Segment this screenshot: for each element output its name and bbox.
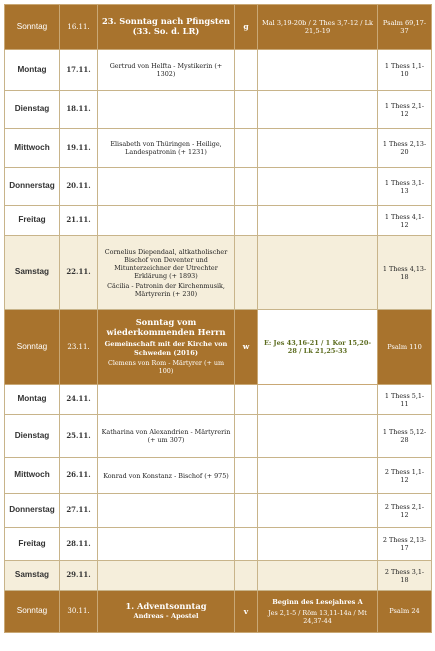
liturgical-color-cell: [235, 91, 258, 129]
liturgical-color-cell: [235, 168, 258, 206]
readings-cell: [258, 458, 378, 494]
feast-cell: [98, 5, 235, 50]
readings-cell: Mal 3,19-20b / 2 Thes 3,7-12 / Lk 21,5-19: [258, 5, 378, 50]
feast-cell: [98, 310, 235, 385]
psalm-cell: Psalm 69,17-37: [378, 5, 432, 50]
feast-cell: Elisabeth von Thüringen - Heilige, Landespatronin (+ 1231): [98, 129, 235, 168]
feast-cell: [98, 168, 235, 206]
table-row: [5, 415, 432, 458]
weekday-cell: Sonntag: [5, 591, 60, 633]
feast-subtitle: Gemeinschaft mit der Kirche von Schweden (2016): [104, 340, 228, 357]
feast-text: Cornelius Diependaal, altkatholischer Bischof von Deventer und Mitunterzeichner der Utrechter Erklärung (+ 1893): [104, 247, 228, 280]
date-cell: 19.11.: [60, 129, 98, 168]
psalm-cell: 2 Thess 3,1-18: [378, 561, 432, 591]
feast-cell: [98, 236, 235, 310]
psalm-cell: 1 Thess 4,13-18: [378, 236, 432, 310]
weekday-cell: Dienstag: [5, 415, 60, 458]
readings-cell: [258, 415, 378, 458]
date-cell: 25.11.: [60, 415, 98, 458]
table-row: [5, 494, 432, 528]
feast-text-secondary: Cäcilia - Patronin der Kirchenmusik, Märtyrerin (+ 230): [107, 281, 225, 298]
date-cell: 28.11.: [60, 528, 98, 561]
liturgical-color-cell: [235, 385, 258, 415]
liturgical-color-cell: [235, 206, 258, 236]
table-row: [5, 591, 432, 633]
readings-cell: [258, 206, 378, 236]
feast-cell: [98, 206, 235, 236]
date-cell: 27.11.: [60, 494, 98, 528]
readings-cell: [258, 591, 378, 633]
feast-subtitle: Andreas - Apostel: [133, 612, 199, 621]
date-cell: 22.11.: [60, 236, 98, 310]
weekday-cell: Dienstag: [5, 91, 60, 129]
psalm-cell: 1 Thess 5,12-28: [378, 415, 432, 458]
readings-cell: [258, 129, 378, 168]
liturgical-color-cell: [235, 494, 258, 528]
feast-cell: [98, 385, 235, 415]
liturgical-color-cell: [235, 415, 258, 458]
date-cell: 29.11.: [60, 561, 98, 591]
table-row: [5, 5, 432, 50]
weekday-cell: Montag: [5, 50, 60, 91]
weekday-cell: Donnerstag: [5, 494, 60, 528]
psalm-cell: 1 Thess 5,1-11: [378, 385, 432, 415]
psalm-cell: 2 Thess 2,13-17: [378, 528, 432, 561]
liturgical-calendar: [4, 4, 431, 633]
table-row: [5, 168, 432, 206]
psalm-cell: 1 Thess 2,1-12: [378, 91, 432, 129]
weekday-cell: Freitag: [5, 528, 60, 561]
liturgical-color-cell: [235, 129, 258, 168]
weekday-cell: Samstag: [5, 236, 60, 310]
readings-cell: [258, 236, 378, 310]
table-row: [5, 236, 432, 310]
feast-cell: [98, 91, 235, 129]
liturgical-color-cell: g: [235, 5, 258, 50]
feast-cell: [98, 494, 235, 528]
readings-cell: [258, 494, 378, 528]
feast-cell: Konrad von Konstanz - Bischof (+ 975): [98, 458, 235, 494]
psalm-cell: 1 Thess 2,13-20: [378, 129, 432, 168]
readings-cell: [258, 385, 378, 415]
readings-cell: [258, 50, 378, 91]
date-cell: 24.11.: [60, 385, 98, 415]
feast-cell: [98, 591, 235, 633]
readings-cell: [258, 168, 378, 206]
table-row: [5, 129, 432, 168]
date-cell: 17.11.: [60, 50, 98, 91]
date-cell: 26.11.: [60, 458, 98, 494]
date-cell: 18.11.: [60, 91, 98, 129]
table-row: [5, 458, 432, 494]
psalm-cell: Psalm 24: [378, 591, 432, 633]
weekday-cell: Mittwoch: [5, 129, 60, 168]
liturgical-color-cell: [235, 528, 258, 561]
weekday-cell: Freitag: [5, 206, 60, 236]
date-cell: 23.11.: [60, 310, 98, 385]
liturgical-color-cell: [235, 458, 258, 494]
date-cell: 30.11.: [60, 591, 98, 633]
table-row: [5, 91, 432, 129]
weekday-cell: Samstag: [5, 561, 60, 591]
psalm-cell: 2 Thess 1,1-12: [378, 458, 432, 494]
weekday-cell: Sonntag: [5, 310, 60, 385]
feast-cell: [98, 561, 235, 591]
liturgical-color-cell: w: [235, 310, 258, 385]
liturgical-color-cell: v: [235, 591, 258, 633]
weekday-cell: Sonntag: [5, 5, 60, 50]
readings-cell: E: Jes 43,16-21 / 1 Kor 15,20-28 / Lk 21,25-33: [258, 310, 378, 385]
weekday-cell: Donnerstag: [5, 168, 60, 206]
liturgical-color-cell: [235, 561, 258, 591]
weekday-cell: Mittwoch: [5, 458, 60, 494]
date-cell: 21.11.: [60, 206, 98, 236]
psalm-cell: 1 Thess 4,1-12: [378, 206, 432, 236]
table-row: [5, 385, 432, 415]
feast-title: 1. Adventsonntag: [125, 601, 207, 612]
readings-cell: [258, 528, 378, 561]
psalm-cell: Psalm 110: [378, 310, 432, 385]
table-row: [5, 528, 432, 561]
liturgical-color-cell: [235, 236, 258, 310]
psalm-cell: 2 Thess 2,1-12: [378, 494, 432, 528]
weekday-cell: Montag: [5, 385, 60, 415]
table-row: [5, 206, 432, 236]
table-row: [5, 50, 432, 91]
feast-commemoration: Clemens von Rom - Märtyrer (+ um 100): [107, 358, 225, 376]
liturgical-color-cell: [235, 50, 258, 91]
readings-cell: [258, 561, 378, 591]
feast-title: 23. Sonntag nach Pfingsten (33. So. d. LR): [101, 16, 231, 36]
readings-cell: [258, 91, 378, 129]
feast-cell: Gertrud von Helfta - Mystikerin (+ 1302): [98, 50, 235, 91]
feast-cell: [98, 528, 235, 561]
table-row: [5, 310, 432, 385]
feast-cell: Katharina von Alexandrien - Märtyrerin (+ um 307): [98, 415, 235, 458]
date-cell: 20.11.: [60, 168, 98, 206]
readings-text: Jes 2,1-5 / Röm 13,11-14a / Mt 24,37-44: [268, 608, 367, 625]
psalm-cell: 1 Thess 1,1-10: [378, 50, 432, 91]
psalm-cell: 1 Thess 3,1-13: [378, 168, 432, 206]
feast-title: Sonntag vom wiederkommenden Herrn: [106, 317, 226, 338]
table-row: [5, 561, 432, 591]
lectionary-year-note: Beginn des Lesejahres A: [272, 598, 363, 607]
date-cell: 16.11.: [60, 5, 98, 50]
calendar-table: [4, 4, 432, 633]
